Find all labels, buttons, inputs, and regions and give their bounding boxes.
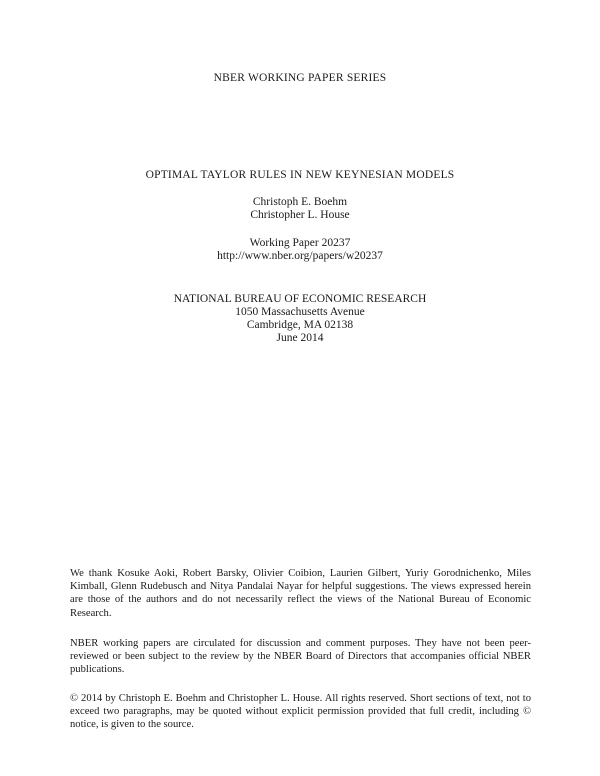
institution-name: NATIONAL BUREAU OF ECONOMIC RESEARCH [173,293,427,305]
institution-city: Cambridge, MA 02138 [246,319,354,331]
series-heading: NBER WORKING PAPER SERIES [213,72,387,84]
author-list [0,195,600,221]
institution-street: 1050 Massachusetts Avenue [235,306,365,318]
author-name: Christoph E. Boehm [252,196,348,208]
paper-title: OPTIMAL TAYLOR RULES IN NEW KEYNESIAN MODELS [145,169,455,181]
disclaimer-paragraph: NBER working papers are circulated for discussion and comment purposes. They have not been peer-reviewed or been subject to the review by the NBER Board of Directors that accompanies official NBER publications. [70,637,531,676]
institution-block [0,292,600,344]
working-paper-number: Working Paper 20237 [249,237,351,249]
paper-url[interactable]: http://www.nber.org/papers/w20237 [217,250,383,262]
paper-info [0,236,600,262]
publication-date: June 2014 [276,332,324,344]
acknowledgements-paragraph: We thank Kosuke Aoki, Robert Barsky, Olivier Coibion, Laurien Gilbert, Yuriy Gorodnichenko, Miles Kimball, Glenn Rudebusch and Nitya Pandalai Nayar for helpful suggestions. The views expressed herein are those of the authors and do not necessarily reflect the views of the National Bureau of Economic Research. [70,567,531,619]
copyright-paragraph: © 2014 by Christoph E. Boehm and Christopher L. House. All rights reserved. Short sections of text, not to exceed two paragraphs, may be quoted without explicit permission provided that full credit, including © notice, is given to the source. [70,692,531,731]
author-name: Christopher L. House [250,209,350,221]
